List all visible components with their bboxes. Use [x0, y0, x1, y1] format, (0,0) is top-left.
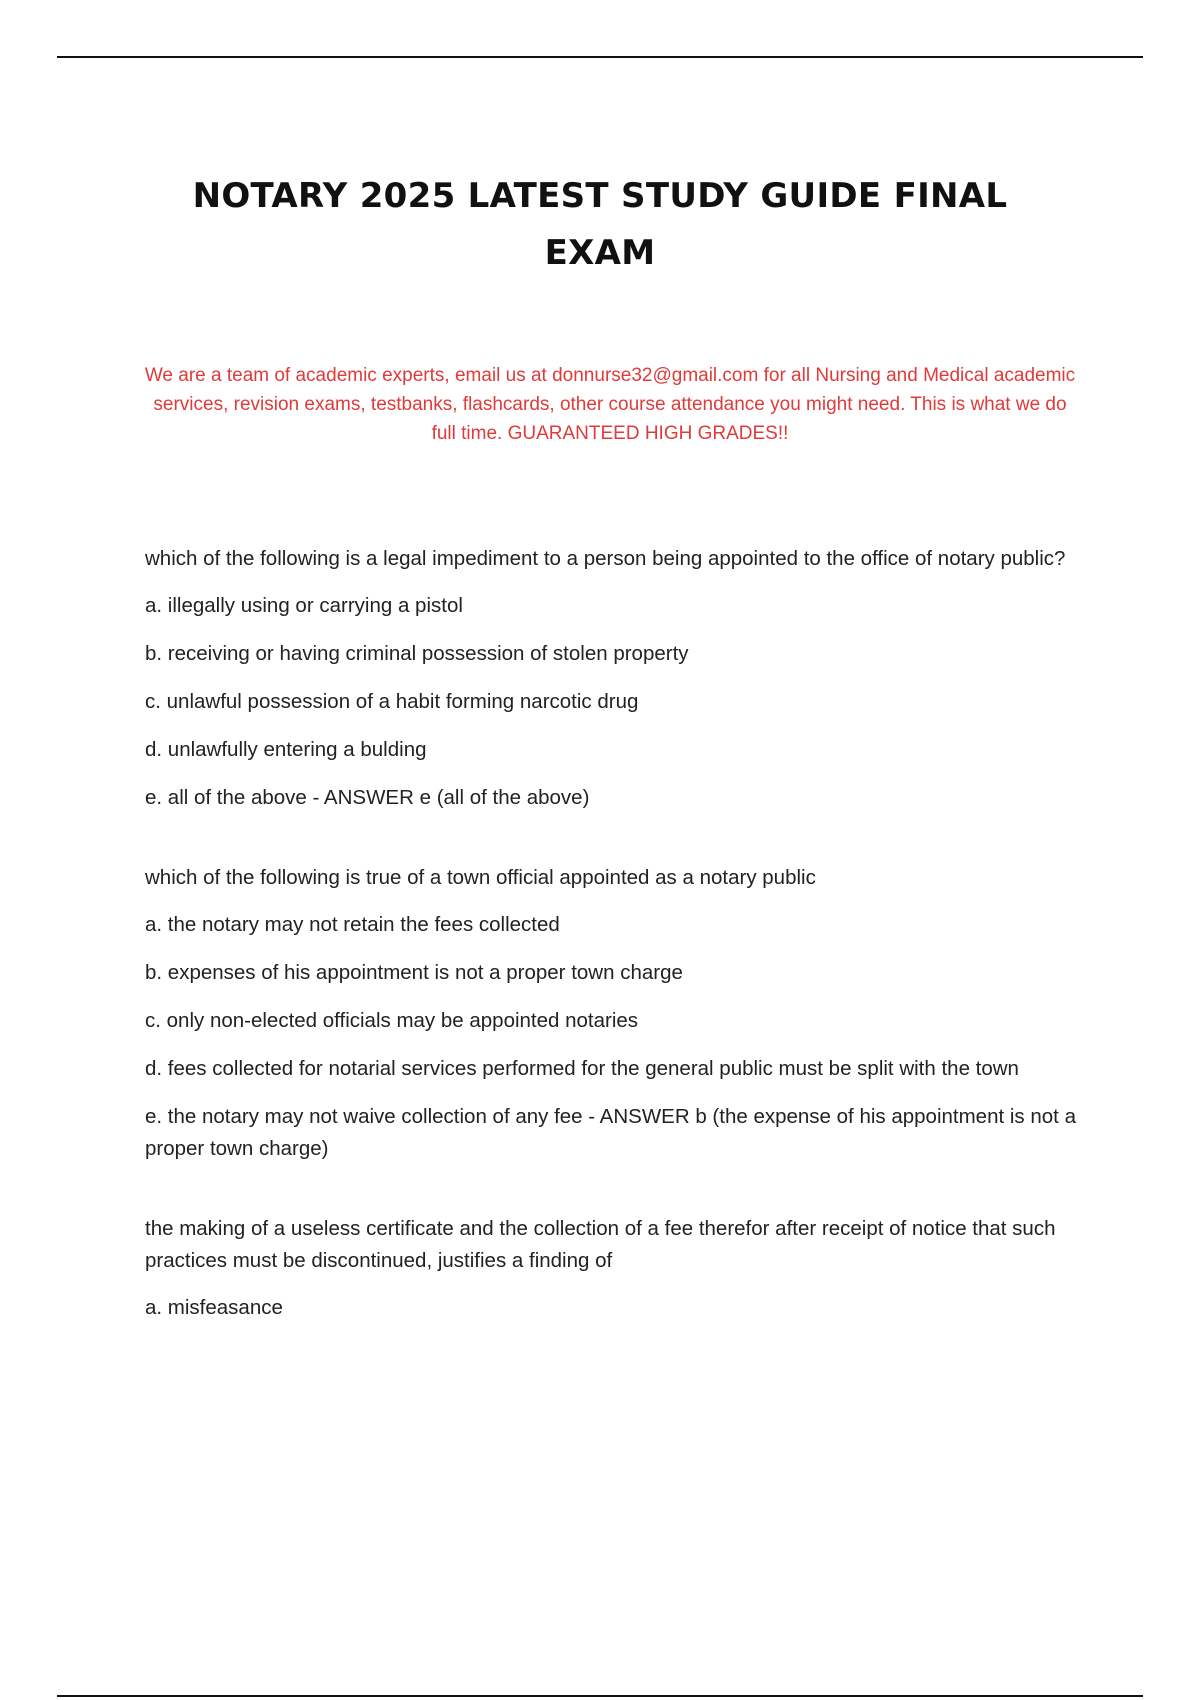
question-2: [145, 862, 1095, 1165]
questions-section: [145, 543, 1095, 1372]
question-1-option-b: b. receiving or having criminal possession of stolen property: [145, 642, 689, 665]
question-2-text: which of the following is true of a town official appointed as a notary public: [145, 866, 816, 889]
bottom-divider: [57, 1695, 1143, 1697]
question-1-option-c: c. unlawful possession of a habit forming narcotic drug: [145, 690, 639, 713]
question-2-option-a: a. the notary may not retain the fees collected: [145, 913, 560, 936]
promo-notice: We are a team of academic experts, email us at donnurse32@gmail.com for all Nursing and Medical academic services, revision exams, testbanks, flashcards, other course attendance you might need. This is what we do full time. GUARANTEED HIGH GRADES!!: [144, 365, 1076, 444]
question-1-option-d: d. unlawfully entering a bulding: [145, 738, 427, 761]
top-divider: [57, 56, 1143, 58]
question-2-option-d: d. fees collected for notarial services performed for the general public must be split with the town: [145, 1057, 1019, 1080]
question-2-option-b: b. expenses of his appointment is not a proper town charge: [145, 961, 683, 984]
document-title: NOTARY 2025 LATEST STUDY GUIDE FINAL EXAM: [192, 175, 1008, 273]
question-3: [145, 1213, 1095, 1324]
question-1-option-a: a. illegally using or carrying a pistol: [145, 594, 463, 617]
question-2-option-e: e. the notary may not waive collection of any fee - ANSWER b (the expense of his appointment is not a proper town charge): [145, 1105, 1076, 1160]
question-1-text: which of the following is a legal impediment to a person being appointed to the office of notary public?: [145, 547, 1066, 570]
question-1-option-e: e. all of the above - ANSWER e (all of the above): [145, 786, 590, 809]
question-3-text: the making of a useless certificate and the collection of a fee therefor after receipt of notice that such practices must be discontinued, justifies a finding of: [145, 1217, 1056, 1272]
question-3-option-a: a. misfeasance: [145, 1296, 283, 1319]
question-1: [145, 543, 1095, 814]
question-2-option-c: c. only non-elected officials may be appointed notaries: [145, 1009, 639, 1032]
